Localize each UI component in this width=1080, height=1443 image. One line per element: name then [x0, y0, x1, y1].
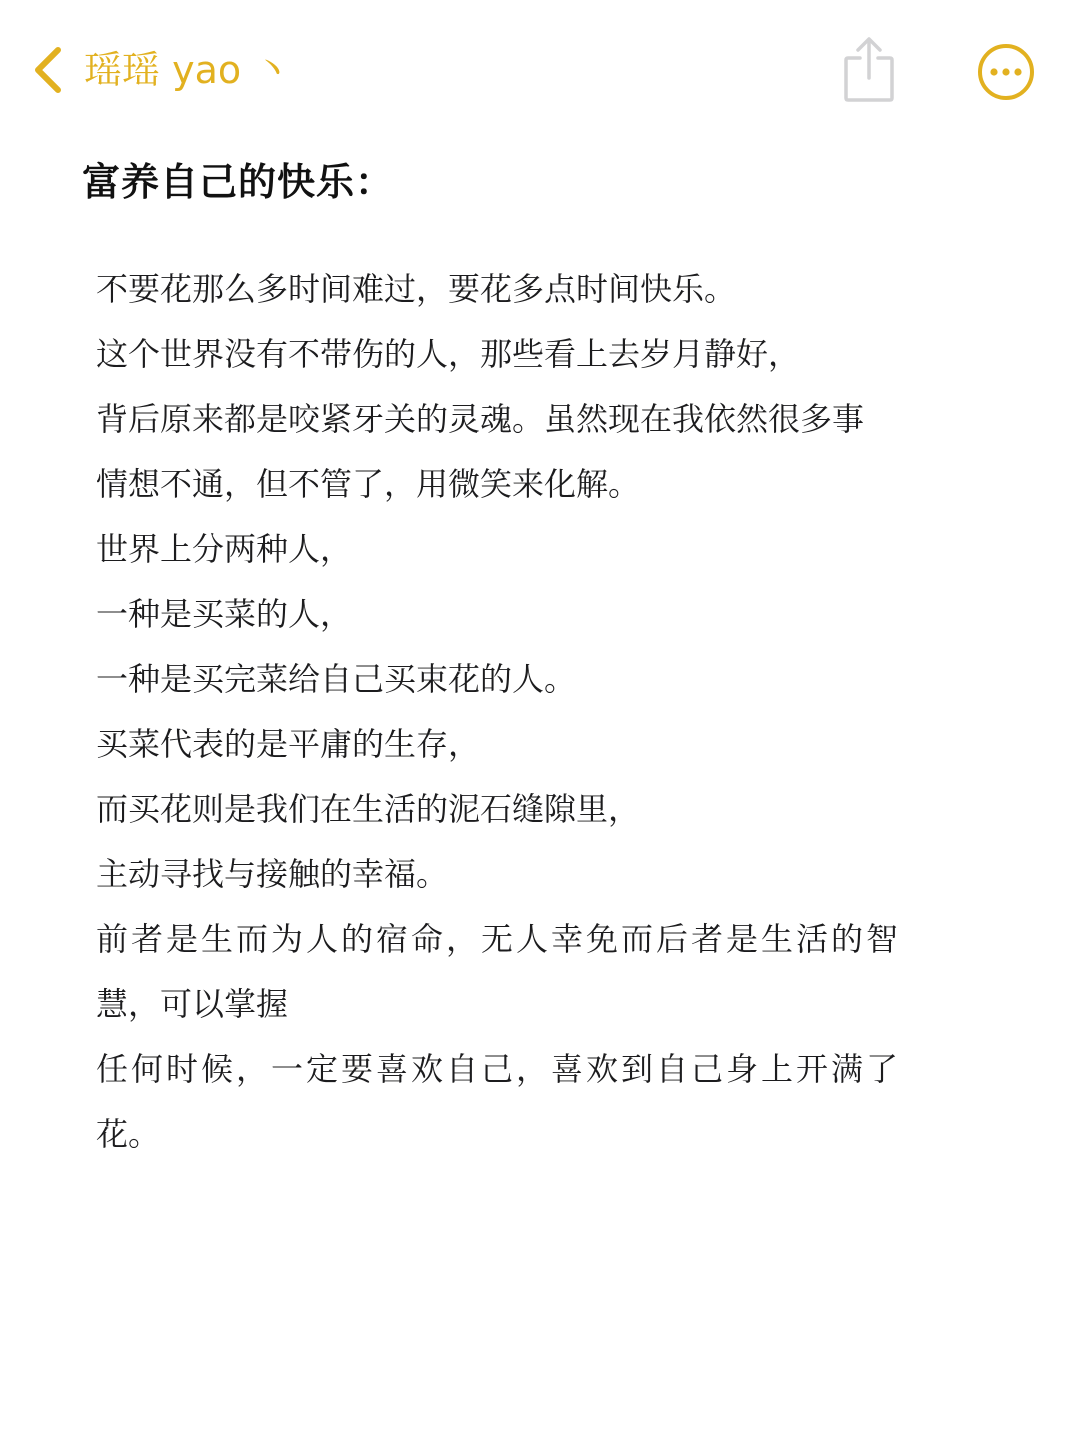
note-line: 一种是买菜的人， [96, 595, 353, 633]
note-line: 背后原来都是咬紧牙关的灵魂。虽然现在我依然很多事 [96, 400, 865, 438]
note-line: 花。 [96, 1115, 161, 1153]
note-line: 这个世界没有不带伤的人，那些看上去岁月静好， [96, 335, 801, 373]
note-line: 世界上分两种人， [96, 530, 353, 568]
navigation-bar [0, 0, 1080, 140]
more-options-button[interactable] [976, 42, 1036, 102]
note-title: 富养自己的快乐： [82, 160, 395, 204]
back-button[interactable] [28, 38, 291, 102]
note-line: 一种是买完菜给自己买束花的人。 [96, 660, 577, 698]
share-icon [838, 34, 900, 104]
note-line: 前者是生而为人的宿命，无人幸免而后者是生活的智 [96, 920, 902, 958]
note-body[interactable] [96, 257, 986, 1167]
note-line: 主动寻找与接触的幸福。 [96, 855, 449, 893]
note-line: 任何时候，一定要喜欢自己，喜欢到自己身上开满了 [96, 1050, 902, 1088]
share-button[interactable] [838, 34, 900, 104]
note-line: 而买花则是我们在生活的泥石缝隙里， [96, 790, 641, 828]
note-line: 情想不通，但不管了，用微笑来化解。 [96, 465, 641, 503]
note-line: 不要花那么多时间难过，要花多点时间快乐。 [96, 270, 737, 308]
note-line: 慧，可以掌握 [96, 985, 289, 1023]
note-line: 买菜代表的是平庸的生存， [96, 725, 481, 763]
ellipsis-circle-icon [976, 42, 1036, 102]
back-label: 瑶瑶 yao 丶 [84, 48, 292, 92]
chevron-left-icon [28, 42, 68, 98]
